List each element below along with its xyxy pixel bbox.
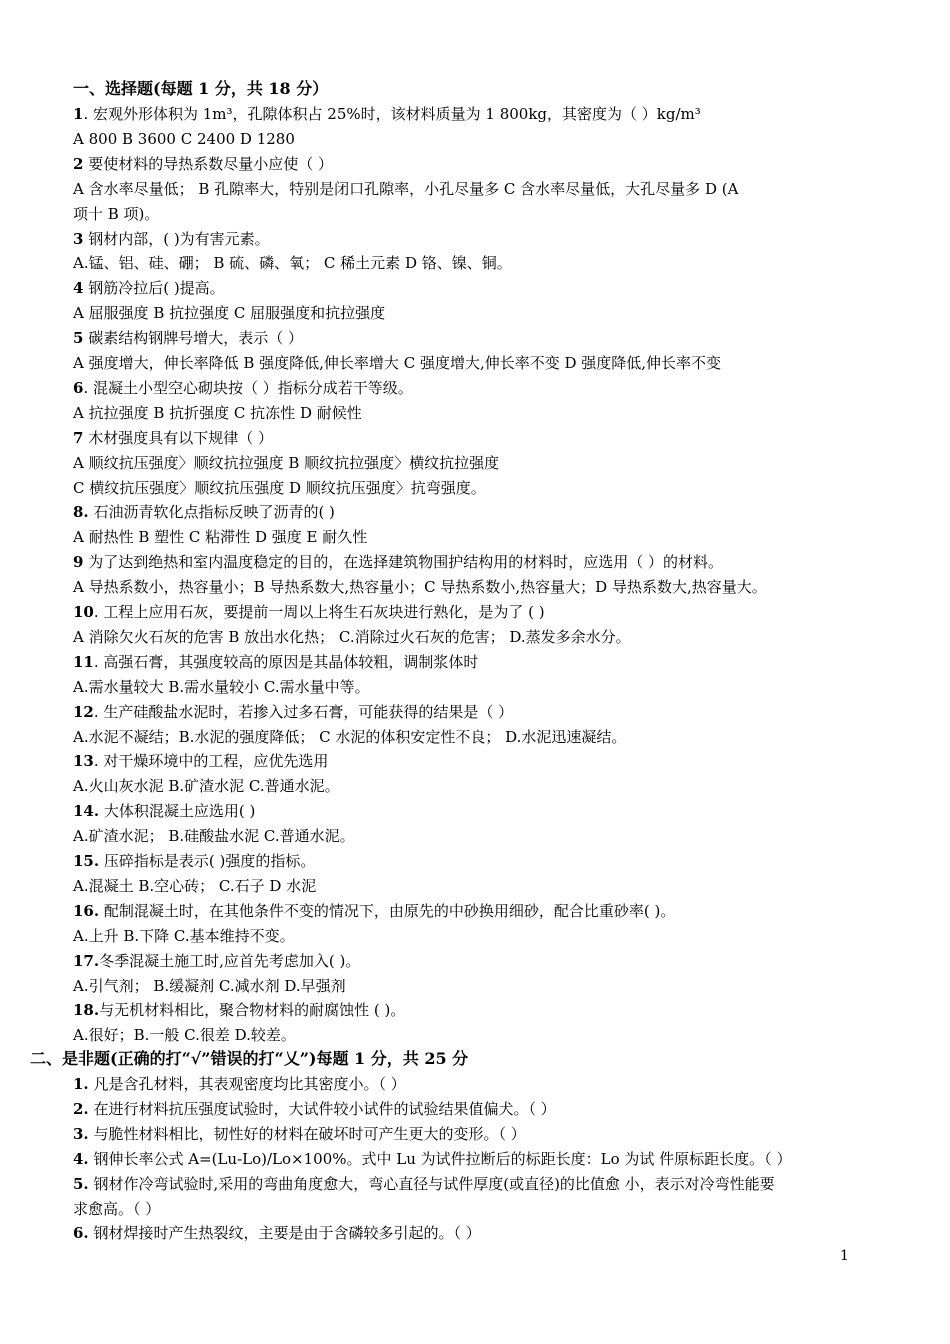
question-text: 钢筋冷拉后( )提高。 (83, 279, 225, 298)
question-text: A.水泥不凝结；B.水泥的强度降低； C 水泥的体积安定性不良； D.水泥迅速凝结。 (73, 727, 627, 746)
question-text: A.上升 B.下降 C.基本维持不变。 (73, 926, 295, 945)
question-text: C 横纹抗压强度〉顺纹抗压强度 D 顺纹抗压强度〉抗弯强度。 (73, 478, 486, 497)
question-text: A.很好；B.一般 C.很差 D.较差。 (73, 1026, 296, 1045)
question-text: A.锰、铝、硅、硼； B 硫、磷、氧； C 稀土元素 D 铬、镍、铜。 (73, 254, 512, 273)
question-text: 求愈高。（ ） (73, 1199, 161, 1218)
question-text: 配制混凝土时，在其他条件不变的情况下，由原先的中砂换用细砂，配合比重砂率( )。 (99, 901, 676, 920)
section1-line (73, 129, 295, 149)
section1-line (73, 677, 370, 697)
question-text: A 抗拉强度 B 抗折强度 C 抗冻性 D 耐候性 (73, 403, 362, 422)
question-number: 15. (73, 852, 100, 870)
question-text: A.引气剂； B.缓凝剂 C.减水剂 D.早强剂 (73, 976, 346, 995)
question-number: 1. (73, 1075, 89, 1093)
question-text: . 宏观外形体积为 1m³，孔隙体积占 25%时，该材料质量为 1 800kg，其密度为（ ）kg/m³ (83, 105, 701, 123)
question-text: 大体积混凝土应选用( ) (99, 802, 256, 821)
section-1-title: 一、选择题(每题 1 分，共 18 分） (73, 79, 329, 98)
question-number: 4 (73, 279, 84, 298)
question-text: 压碎指标是表示( )强度的指标。 (99, 852, 316, 870)
section2-line (73, 1124, 526, 1144)
section1-line (73, 1000, 405, 1020)
section1-line (73, 204, 159, 224)
question-number: 5. (73, 1174, 89, 1193)
question-number: 14. (73, 802, 100, 821)
question-number: 7 (73, 428, 84, 447)
section1-line (73, 976, 346, 996)
section1-line (73, 229, 270, 249)
section1-line (73, 278, 225, 298)
section1-line (73, 776, 340, 796)
section1-line (73, 453, 499, 473)
section1-line (73, 851, 315, 871)
question-text: A 800 B 3600 C 2400 D 1280 (73, 129, 295, 148)
question-number: 16. (73, 901, 100, 920)
question-text: 与脆性材料相比，韧性好的材料在破坏时可产生更大的变形。（ ） (88, 1124, 526, 1143)
question-text: A 含水率尽量低； B 孔隙率大，特别是闭口孔隙率，小孔尽量多 C 含水率尽量低，大孔尽量多 D (A (73, 179, 739, 198)
section1-line (73, 378, 413, 398)
question-number: 3. (73, 1124, 89, 1143)
question-text: . 工程上应用石灰，要提前一周以上将生石灰块进行熟化，是为了 ( ) (93, 603, 545, 621)
question-text: 石油沥青软化点指标反映了沥青的( ) (88, 503, 335, 522)
section1-line (73, 403, 362, 423)
section2-line (73, 1074, 406, 1094)
question-text: 钢材内部，( )为有害元素。 (83, 229, 270, 248)
question-text: . 混凝土小型空心砌块按（ ）指标分成若干等级。 (83, 378, 413, 397)
section1-line (73, 527, 367, 547)
question-text: 凡是含孔材料，其表观密度均比其密度小。（ ） (88, 1075, 406, 1093)
page-number: 1 (840, 1248, 849, 1264)
section1-line (73, 801, 255, 821)
question-number: 12 (73, 702, 94, 721)
question-text: A 屈服强度 B 抗拉强度 C 屈服强度和抗拉强度 (73, 304, 386, 323)
section1-line (73, 253, 512, 273)
section1-line (73, 478, 486, 498)
question-number: 2 (73, 154, 84, 173)
section2-line (73, 1174, 775, 1194)
section2-line (73, 1223, 481, 1243)
question-number: 4. (73, 1149, 89, 1168)
question-number: 18. (73, 1001, 100, 1020)
question-number: 8. (73, 503, 89, 522)
question-text: 为了达到绝热和室内温度稳定的目的，在选择建筑物围护结构用的材料时，应选用（ ）的材料。 (83, 553, 723, 572)
question-text: 钢材焊接时产生热裂纹，主要是由于含磷较多引起的。（ ） (88, 1224, 481, 1243)
section1-line (73, 154, 333, 174)
question-number: 6. (73, 1224, 89, 1243)
section2-line (73, 1099, 556, 1119)
question-text: A.火山灰水泥 B.矿渣水泥 C.普通水泥。 (73, 777, 340, 796)
section1-line (73, 702, 513, 722)
question-text: 钢伸长率公式 A=(Lu-Lo)/Lo×100%。式中 Lu 为试件拉断后的标距长度：Lo 为试 件原标距长度。（ ） (88, 1149, 792, 1168)
section1-line (73, 876, 316, 896)
section1-line (73, 353, 721, 373)
section1-line (73, 577, 767, 597)
section1-line (73, 502, 335, 522)
question-text: . 对干燥环境中的工程，应优先选用 (93, 752, 329, 771)
question-number: 17. (73, 951, 100, 970)
question-number: 2. (73, 1099, 89, 1118)
question-number: 1 (73, 105, 84, 123)
question-text: . 高强石膏，其强度较高的原因是其晶体较粗，调制浆体时 (93, 652, 479, 671)
section1-line (73, 826, 355, 846)
section2-line (73, 1199, 160, 1219)
section1-line (73, 926, 295, 946)
question-text: 在进行材料抗压强度试验时，大试件较小试件的试验结果值偏犬。（ ） (88, 1099, 556, 1118)
question-text: A 导热系数小，热容量小；B 导热系数大,热容量小；C 导热系数小,热容量大；D 导热系数大,热容量大。 (73, 578, 767, 597)
question-number: 13 (73, 752, 94, 771)
question-number: 3 (73, 229, 84, 248)
section1-line (73, 1025, 296, 1045)
question-text: A 消除欠火石灰的危害 B 放出水化热； C.消除过火石灰的危害； D.蒸发多余水分。 (73, 627, 631, 646)
section1-line (73, 751, 328, 771)
section-2-title: 二、是非题(正确的打“√”错误的打“乂”)每题 1 分，共 25 分 (30, 1049, 469, 1068)
section1-line (73, 627, 631, 647)
section1-line (73, 727, 626, 747)
question-text: 钢材作冷弯试验时,采用的弯曲角度愈大，弯心直径与试件厚度(或直径)的比值愈 小，表示对冷弯性能要 (88, 1174, 775, 1193)
section1-line (73, 901, 675, 921)
question-text: 冬季混凝土施工时,应首先考虑加入( )。 (99, 951, 361, 970)
question-text: 项十 B 项)。 (73, 204, 160, 223)
question-text: . 生产硅酸盐水泥时，若掺入过多石膏，可能获得的结果是（ ） (93, 702, 514, 721)
question-number: 9 (73, 553, 84, 572)
question-text: 碳素结构钢牌号增大，表示（ ） (83, 329, 303, 348)
section1-line (73, 652, 478, 672)
question-text: A.需水量较大 B.需水量较小 C.需水量中等。 (73, 677, 370, 696)
question-text: A 强度增大，伸长率降低 B 强度降低,伸长率增大 C 强度增大,伸长率不变 D 强度降低,伸长率不变 (73, 354, 722, 372)
section1-line (73, 428, 273, 448)
section1-line (73, 951, 360, 971)
section2-line (73, 1149, 791, 1169)
section1-line (73, 303, 385, 323)
question-text: A.矿渣水泥； B.硅酸盐水泥 C.普通水泥。 (73, 827, 355, 846)
question-text: 木材强度具有以下规律（ ） (83, 428, 273, 447)
question-text: A 顺纹抗压强度〉顺纹抗拉强度 B 顺纹抗拉强度〉横纹抗拉强度 (73, 453, 500, 472)
question-number: 6 (73, 378, 84, 397)
section1-line (73, 552, 723, 572)
section1-line (73, 602, 545, 622)
section1-line (73, 104, 701, 124)
question-text: 与无机材料相比，聚合物材料的耐腐蚀性 ( )。 (99, 1001, 406, 1020)
question-text: A 耐热性 B 塑性 C 粘滞性 D 强度 E 耐久性 (73, 528, 368, 547)
question-text: 要使材料的导热系数尽量小应使（ ） (83, 154, 333, 173)
section1-line (73, 328, 303, 348)
question-number: 11 (73, 652, 94, 671)
question-number: 5 (73, 329, 84, 348)
question-number: 10 (73, 603, 94, 621)
question-text: A.混凝土 B.空心砖； C.石子 D 水泥 (73, 876, 317, 895)
section1-line (73, 179, 738, 199)
